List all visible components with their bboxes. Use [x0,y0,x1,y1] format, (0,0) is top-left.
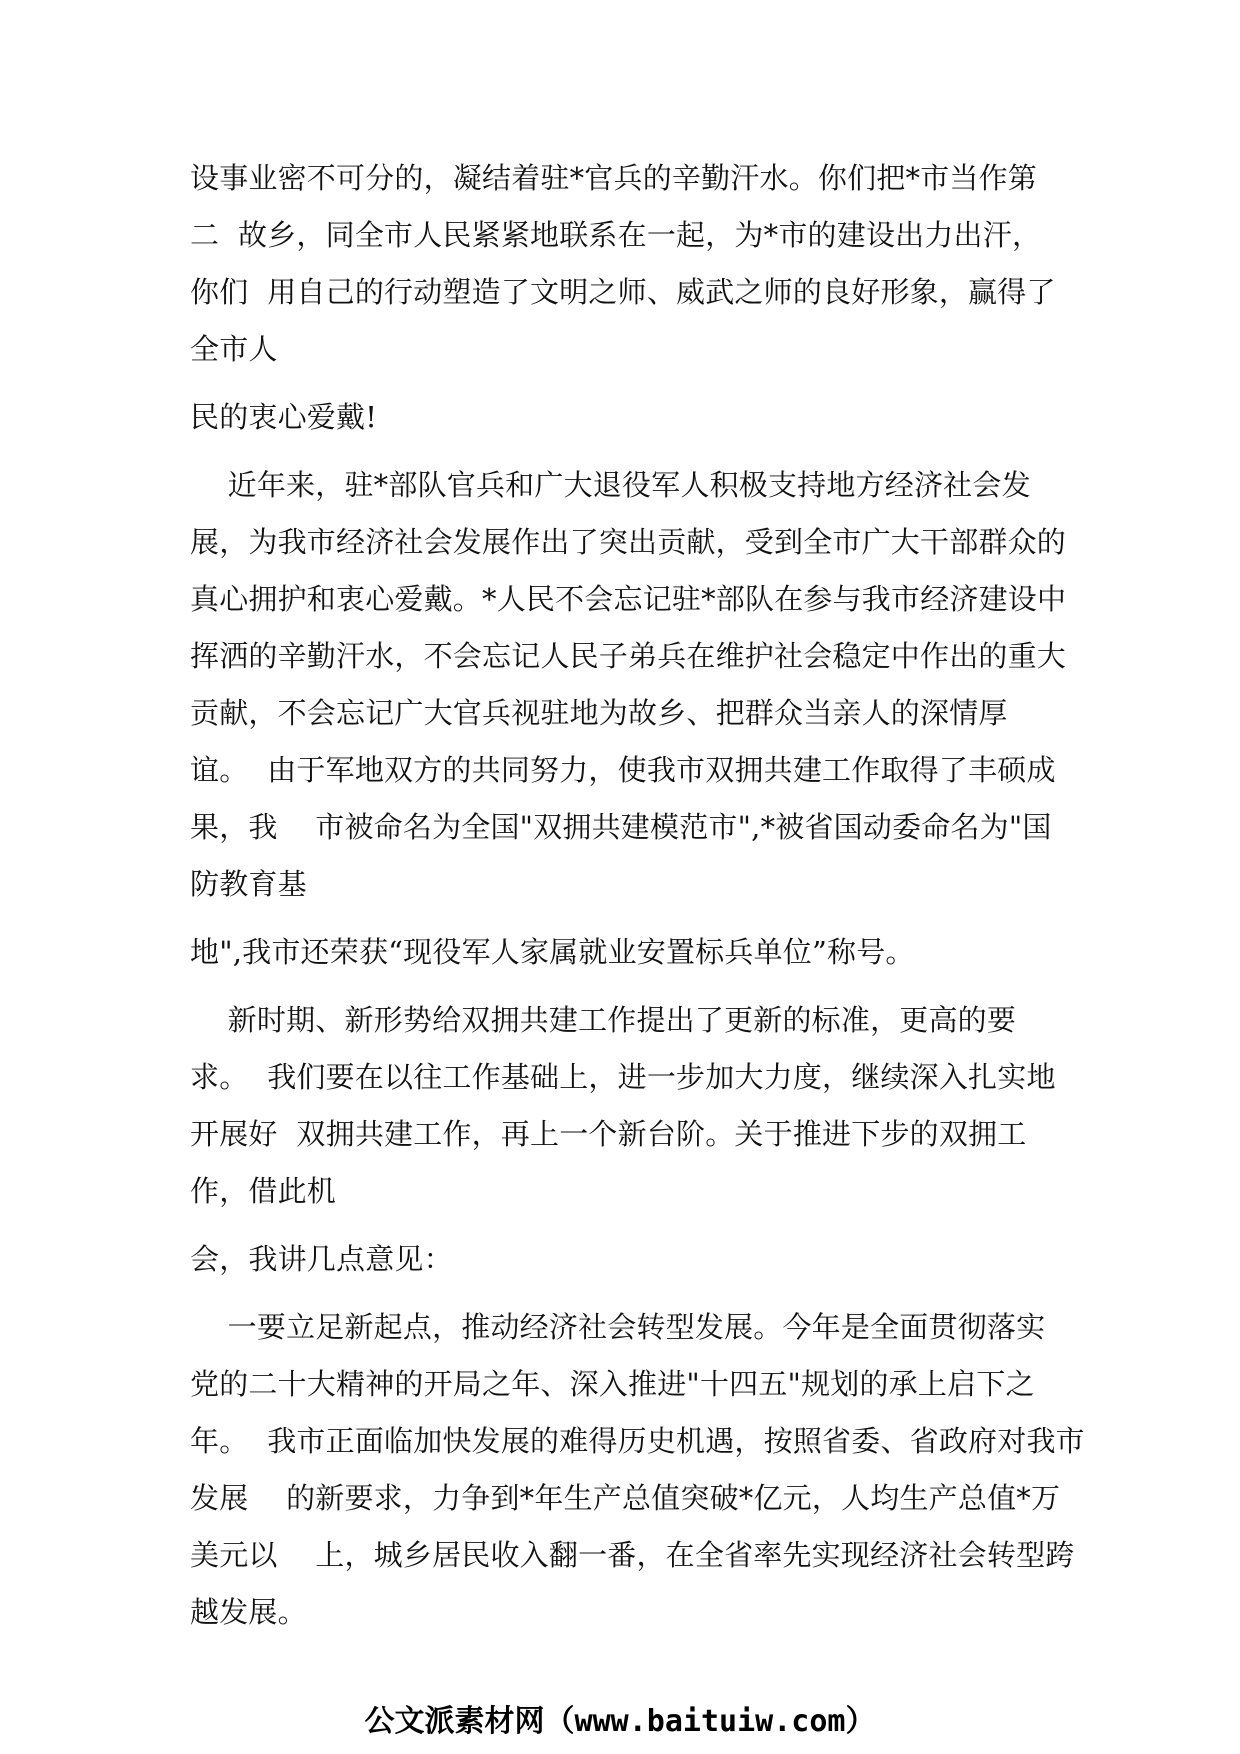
text-line: 谊。 由于军地双方的共同努力，使我市双拥共建工作取得了丰硕成 [190,753,1056,787]
text-line: 真心拥护和衷心爱戴。*人民不会忘记驻*部队在参与我市经济建设中 [190,582,1067,616]
text-line: 果，我 市被命名为全国"双拥共建模范市",*被省国动委命名为"国 [190,810,1052,844]
text-line: 防教育基 [190,867,307,901]
text-line: 展，为我市经济社会发展作出了突出贡献，受到全市广大干部群众的 [190,525,1067,559]
text-line: 作，借此机 [190,1174,337,1208]
paragraph-3 [190,467,1080,903]
footer-watermark: 公文派素材网（www.baituiw.com） [364,1704,876,1739]
paragraph-2 [190,399,1080,436]
paragraph-4 [190,934,1080,971]
text-line: 发展 的新要求，力争到*年生产总值突破*亿元，人均生产总值*万 [190,1481,1061,1515]
text-line: 美元以 上，城乡居民收入翻一番，在全省率先实现经济社会转型跨 [190,1538,1075,1572]
text-line: 你们 用自己的行动塑造了文明之师、威武之师的良好形象，赢得了 [190,275,1056,309]
text-line: 党的二十大精神的开局之年、深入推进"十四五"规划的承上启下之 [190,1367,1035,1401]
text-line: 近年来，驻*部队官兵和广大退役军人积极支持地方经济社会发 [190,468,1031,502]
paragraph-6 [190,1241,1080,1278]
text-line: 全市人 [190,332,278,366]
text-line: 开展好 双拥共建工作，再上一个新台阶。关于推进下步的双拥工 [190,1117,1027,1151]
paragraph-5 [190,1002,1080,1210]
text-line: 求。 我们要在以往工作基础上，进一步加大力度，继续深入扎实地 [190,1060,1056,1094]
text-line: 地",我市还荣获“现役军人家属就业安置标兵单位”称号。 [190,935,915,969]
text-line: 越发展。 [190,1595,307,1629]
text-line: 民的衷心爱戴! [190,400,378,434]
document-body [190,160,1085,1631]
paragraph-1 [190,160,1080,368]
text-line: 一要立足新起点，推动经济社会转型发展。今年是全面贯彻落实 [190,1310,1046,1344]
text-line: 会，我讲几点意见： [190,1242,453,1276]
text-line: 新时期、新形势给双拥共建工作提出了更新的标准，更高的要 [190,1003,1017,1037]
paragraph-7 [190,1309,1085,1631]
text-line: 挥洒的辛勤汗水，不会忘记人民子弟兵在维护社会稳定中作出的重大 [190,639,1067,673]
text-line: 二 故乡，同全市人民紧紧地联系在一起，为*市的建设出力出汗， [190,218,1042,252]
text-line: 年。 我市正面临加快发展的难得历史机遇，按照省委、省政府对我市 [190,1424,1085,1458]
text-line: 贡献，不会忘记广大官兵视驻地为故乡、把群众当亲人的深情厚 [190,696,1008,730]
text-line: 设事业密不可分的，凝结着驻*官兵的辛勤汗水。你们把*市当作第 [190,161,1038,195]
